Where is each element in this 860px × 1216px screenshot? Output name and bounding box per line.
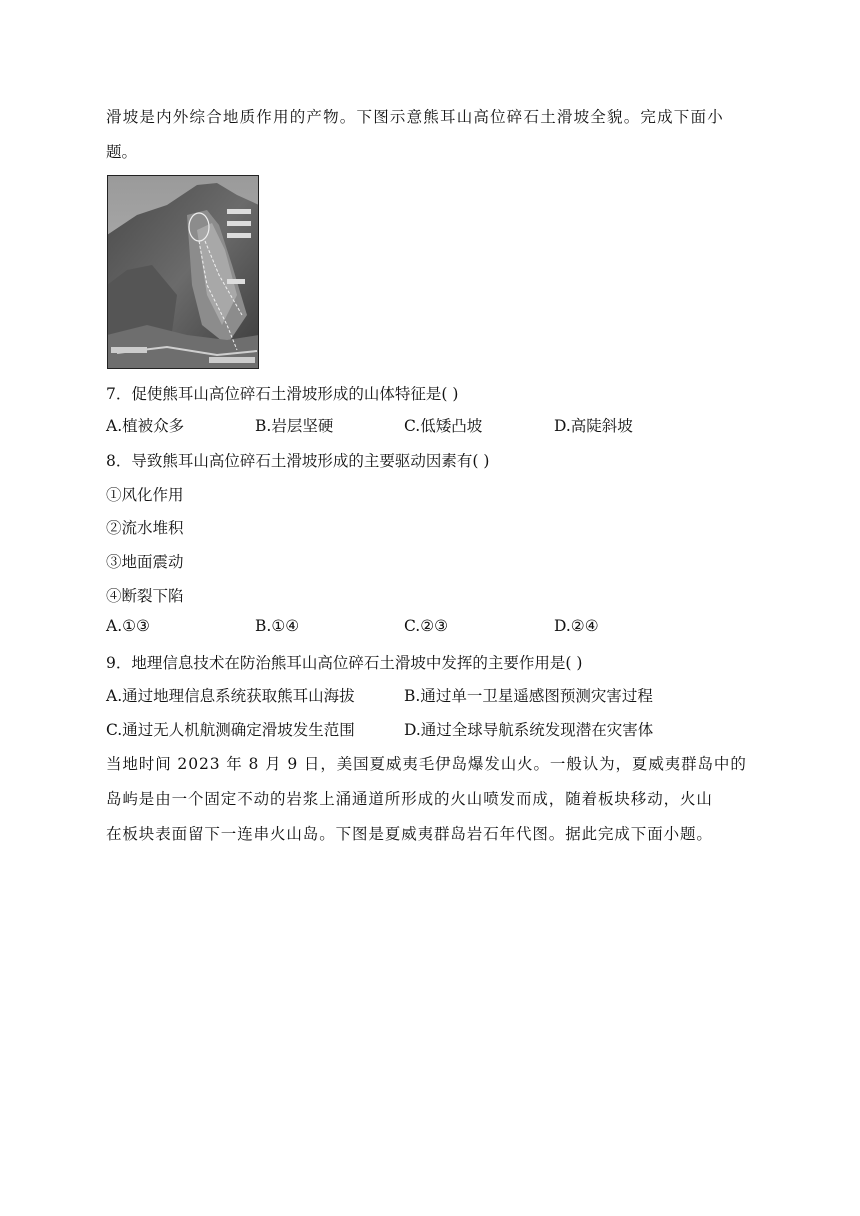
question-7-option-a: A.植被众多	[106, 417, 185, 435]
passage2-line1: 当地时间 2023 年 8 月 9 日，美国夏威夷毛伊岛爆发山火。一般认为，夏威夷群岛中的	[106, 755, 747, 773]
question-8-stem: 8．导致熊耳山高位碎石土滑坡形成的主要驱动因素有( )	[106, 452, 490, 470]
question-9-option-b: B.通过单一卫星遥感图预测灾害过程	[404, 687, 653, 705]
question-8-item-4: ④断裂下陷	[106, 587, 184, 605]
question-9-option-a: A.通过地理信息系统获取熊耳山海拔	[106, 687, 355, 705]
landslide-photo	[107, 175, 259, 369]
passage2-line3: 在板块表面留下一连串火山岛。下图是夏威夷群岛岩石年代图。据此完成下面小题。	[106, 825, 713, 843]
passage2-line2: 岛屿是由一个固定不动的岩浆上涌通道所形成的火山喷发而成，随着板块移动，火山	[106, 790, 713, 808]
question-8-item-1: ①风化作用	[106, 486, 184, 504]
question-7-option-c: C.低矮凸坡	[404, 417, 483, 435]
question-7-stem: 7．促使熊耳山高位碎石土滑坡形成的山体特征是( )	[106, 385, 459, 403]
question-8-item-2: ②流水堆积	[106, 519, 184, 537]
question-7-option-b: B.岩层坚硬	[255, 417, 334, 435]
question-9-stem: 9．地理信息技术在防治熊耳山高位碎石土滑坡中发挥的主要作用是( )	[106, 654, 583, 672]
question-9-option-c: C.通过无人机航测确定滑坡发生范围	[106, 721, 355, 739]
question-8-option-a: A.①③	[106, 617, 150, 635]
question-8-option-b: B.①④	[255, 617, 300, 635]
question-8-option-d: D.②④	[554, 617, 599, 635]
question-8-option-c: C.②③	[404, 617, 449, 635]
passage1-line2: 题。	[106, 143, 138, 161]
question-8-item-3: ③地面震动	[106, 553, 184, 571]
question-7-option-d: D.高陡斜坡	[554, 417, 633, 435]
passage1-line1: 滑坡是内外综合地质作用的产物。下图示意熊耳山高位碎石土滑坡全貌。完成下面小	[106, 108, 724, 126]
question-9-option-d: D.通过全球导航系统发现潜在灾害体	[404, 721, 654, 739]
